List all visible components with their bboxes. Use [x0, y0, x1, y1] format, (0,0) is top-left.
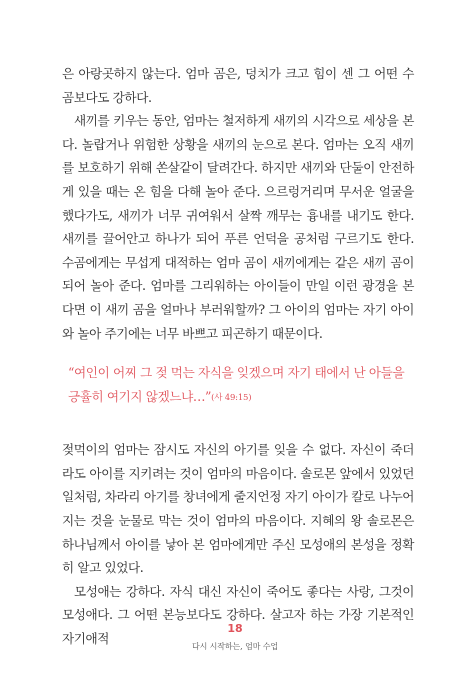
paragraph-mother-bear: 새끼를 키우는 동안, 엄마는 철저하게 새끼의 시각으로 세상을 본다. 놀랍거나 위험한 상황을 새끼의 눈으로 본다. 엄마는 오직 새끼를 보호하기 위해 쏜살같이 달려간다. 하지만 새끼와 단둘이 안전하게 있을 때는 온 힘을 다해 놀아 준다. 으르렁거리며 무서운 얼굴을 했다가도, 새끼가 너무 귀여워서 살짝 깨무는 흉내를 내기도 한다. 새끼를 끌어안고 하나가 되어 푸른 언덕을 공처럼 구르기도 한다. 수곰에게는 무섭게 대적하는 엄마 곰이 새끼에게는 같은 새끼 곰이 되어 놀아 준다. 엄마를 그리워하는 아이들이 만일 이런 광경을 본다면 이 새끼 곰을 얼마나 부러워할까? 그 아이의 엄마는 자기 아이와 놀아 주기에는 너무 바쁘고 피곤하기 때문이다. — [62, 113, 414, 341]
page-number: 18 — [227, 622, 243, 635]
scripture-quote — [62, 361, 414, 410]
page-footer — [0, 622, 470, 652]
paragraph-continuation: 은 아랑곳하지 않는다. 엄마 곰은, 덩치가 크고 힘이 센 그 어떤 수곰보다도 강하다. — [62, 66, 414, 105]
running-footer-title: 다시 시작하는, 엄마 수업 — [191, 642, 279, 651]
paragraph-maternal-love: 모성애는 강하다. 자식 대신 자신이 죽어도 좋다는 사랑, 그것이 모성애다. 그 어떤 본능보다도 강하다. 살고자 하는 가장 기본적인 자기애적 — [62, 583, 414, 646]
quote-text: “여인이 어찌 그 젖 먹는 자식을 잊겠으며 자기 태에서 난 아들을 긍휼히 여기지 않겠느냐…” — [68, 365, 405, 405]
quote-reference: (사 49:15) — [211, 393, 252, 404]
page-body — [62, 62, 414, 650]
paragraph-solomon: 젖먹이의 엄마는 잠시도 자신의 아기를 잊을 수 없다. 자신이 죽더라도 아이를 지키려는 것이 엄마의 마음이다. 솔로몬 앞에서 있었던 일처럼, 차라리 아기를 창녀에게 줄지언정 자기 아이가 칼로 나누어지는 것을 눈물로 막는 것이 엄마의 마음이다. 지혜의 왕 솔로몬은 하나님께서 아이를 낳아 본 엄마에게만 주신 모성애의 본성을 정확히 알고 있었다. — [62, 442, 414, 576]
